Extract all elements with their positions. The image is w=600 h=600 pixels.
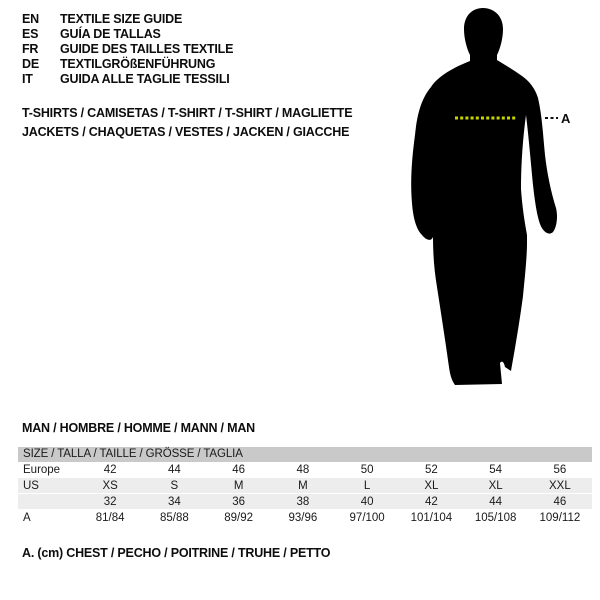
man-silhouette-body [411,8,557,385]
table-row [18,478,592,494]
table-cell: 48 [296,464,310,476]
category-line: T-SHIRTS / CAMISETAS / T-SHIRT / T-SHIRT / MAGLIETTE [22,106,353,120]
table-body [18,462,592,526]
language-row [22,57,233,72]
language-label: TEXTILE SIZE GUIDE [60,12,183,26]
table-cell: 81/84 [95,512,125,524]
size-table [18,447,592,526]
table-cell: 46 [553,496,567,508]
table-cell: 109/112 [539,512,581,524]
table-cell: 93/96 [288,512,318,524]
table-cell: 42 [103,464,117,476]
table-cell: 101/104 [410,512,453,524]
category-lines [22,104,352,142]
table-cell: M [298,480,308,492]
language-label: GUÍA DE TALLAS [60,27,161,41]
table-row [18,494,592,510]
table-cell: 42 [424,496,438,508]
language-row [22,72,233,87]
table-cell: 52 [424,464,438,476]
row-label: Europe [23,464,61,476]
language-list [22,12,233,87]
table-cell: 97/100 [349,512,385,524]
language-code: FR [22,42,39,56]
language-row [22,42,233,57]
table-cell: 38 [296,496,310,508]
language-label: GUIDA ALLE TAGLIE TESSILI [60,72,230,86]
row-label: US [23,480,39,492]
section-title: MAN / HOMBRE / HOMME / MANN / MAN [22,421,255,435]
row-label: A [23,512,31,524]
table-cell: 54 [489,464,503,476]
table-cell: 50 [360,464,374,476]
table-cell: 36 [232,496,246,508]
footnote: A. (cm) CHEST / PECHO / POITRINE / TRUHE / PETTO [22,546,331,560]
table-cell: XS [102,480,118,492]
language-code: IT [22,72,33,86]
table-cell: 40 [360,496,374,508]
man-silhouette [405,5,573,390]
table-cell: 89/92 [224,512,254,524]
measure-label-a: A [561,111,571,126]
table-cell: 105/108 [474,512,517,524]
table-cell: 44 [167,464,181,476]
language-code: DE [22,57,39,71]
table-cell: XL [488,480,503,492]
table-row [18,462,592,478]
row-label [18,494,78,510]
table-row [18,510,592,526]
language-code: ES [22,27,39,41]
table-cell: XXL [549,480,571,492]
table-cell: 56 [553,464,567,476]
table-header: SIZE / TALLA / TAILLE / GRÖSSE / TAGLIA [18,447,592,462]
table-cell: XL [424,480,439,492]
table-cell: 34 [167,496,181,508]
table-cell: 44 [489,496,503,508]
language-label: TEXTILGRÖßENFÜHRUNG [60,57,216,71]
language-row [22,12,233,27]
language-label: GUIDE DES TAILLES TEXTILE [60,42,234,56]
table-cell: M [233,480,244,492]
table-cell: 32 [103,496,117,508]
table-cell: 85/88 [159,512,189,524]
language-row [22,27,233,42]
table-cell: S [170,480,179,492]
table-cell: 46 [232,464,246,476]
category-line: JACKETS / CHAQUETAS / VESTES / JACKEN / GIACCHE [22,125,350,139]
language-code: EN [22,12,39,26]
figure-wrap [405,5,573,390]
table-cell: L [363,480,371,492]
